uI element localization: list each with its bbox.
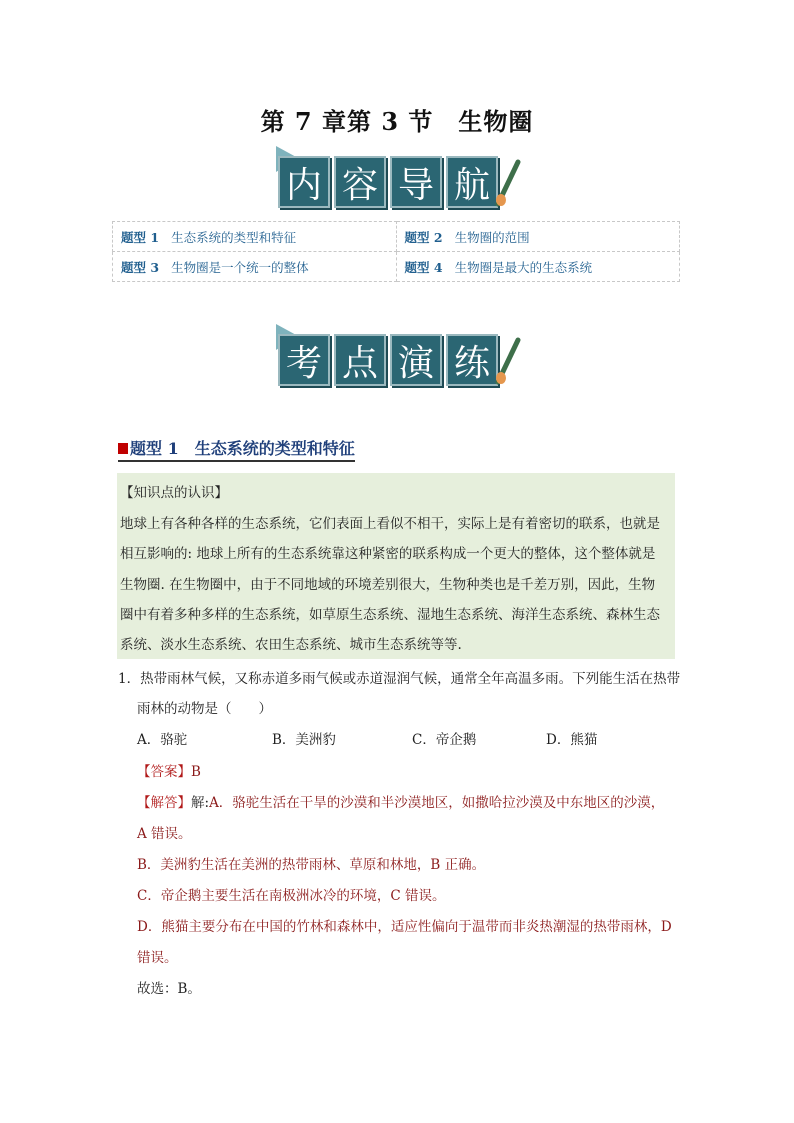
- nav-text: 生物圈的范围: [454, 229, 530, 245]
- section-title: 生态系统的类型和特征: [194, 439, 355, 458]
- answer-value: B: [191, 764, 201, 780]
- banner-char: 演: [390, 334, 442, 386]
- option-d: D．熊猫: [546, 732, 598, 748]
- answer-label: 【答案】: [137, 764, 191, 780]
- analysis-text: A 错误。: [137, 826, 192, 842]
- practice-banner: [272, 330, 522, 390]
- nav-label: 题型 1: [121, 229, 160, 245]
- brush-icon: [494, 336, 522, 386]
- nav-cell[interactable]: [396, 252, 680, 282]
- nav-cell[interactable]: [396, 222, 680, 252]
- knowledge-body: [120, 509, 673, 660]
- knowledge-line: 生物圈. 在生物圈中，由于不同地域的环境差别很大，生物种类也是千差万别，因此，生物: [120, 576, 656, 593]
- analysis-text: A．骆驼生活在干旱的沙漠和半沙漠地区，如撒哈拉沙漠及中东地区的沙漠，: [209, 795, 665, 811]
- knowledge-heading: 【知识点的认识】: [120, 485, 228, 501]
- analysis-text: D．熊猫主要分布在中国的竹林和森林中，适应性偏向于温带而非炎热潮湿的热带雨林，D: [137, 919, 672, 935]
- question-stem-cont: 雨林的动物是（ ）: [137, 701, 272, 717]
- banner-char: 航: [446, 156, 498, 208]
- nav-cell[interactable]: [113, 252, 397, 282]
- nav-text: 生物圈是最大的生态系统: [454, 259, 593, 275]
- banner-char: 内: [278, 156, 330, 208]
- banner-char: 导: [390, 156, 442, 208]
- knowledge-line: 圈中有着多种多样的生态系统，如草原生态系统、湿地生态系统、海洋生态系统、森林生态: [120, 606, 660, 623]
- analysis-label: 【解答】: [137, 795, 191, 811]
- nav-label: 题型 3: [121, 259, 160, 275]
- banner-char: 练: [446, 334, 498, 386]
- nav-text: 生态系统的类型和特征: [171, 229, 297, 245]
- conclusion: 故选：B。: [137, 981, 201, 997]
- nav-cell[interactable]: [113, 222, 397, 252]
- answer-line: [137, 760, 201, 780]
- banner-char: 容: [334, 156, 386, 208]
- brush-icon: [494, 158, 522, 208]
- knowledge-line: 相互影响的: 地球上所有的生态系统靠这种紧密的联系构成一个更大的整体，这个整体就是: [120, 546, 656, 563]
- page-title: 第 7 章第 3 节 生物圈: [260, 107, 534, 136]
- analysis-text: 错误。: [137, 950, 178, 966]
- banner-char: 考: [278, 334, 330, 386]
- content-nav-banner: [272, 152, 522, 212]
- knowledge-box: [117, 473, 675, 659]
- nav-label: 题型 2: [404, 229, 443, 245]
- question-stem: 1．热带雨林气候，又称赤道多雨气候或赤道湿润气候，通常全年高温多雨。下列能生活在热带: [118, 671, 681, 687]
- option-c: C．帝企鹅: [412, 732, 477, 748]
- content-nav-table: [112, 221, 680, 282]
- option-b: B．美洲豹: [272, 732, 336, 748]
- analysis-line: [137, 791, 664, 811]
- section-label: 题型 1: [130, 439, 179, 458]
- knowledge-line: 地球上有各种各样的生态系统，它们表面上看似不相干，实际上是有着密切的联系，也就是: [120, 516, 660, 532]
- nav-label: 题型 4: [404, 259, 443, 275]
- nav-text: 生物圈是一个统一的整体: [171, 259, 309, 275]
- analysis-text: C．帝企鹅主要生活在南极洲冰冷的环境，C 错误。: [137, 888, 446, 904]
- analysis-prefix: 解:: [191, 795, 210, 811]
- knowledge-line: 系统、淡水生态系统、农田生态系统、城市生态系统等等.: [120, 637, 462, 654]
- banner-char: 点: [334, 334, 386, 386]
- analysis-text: B．美洲豹生活在美洲的热带雨林、草原和林地，B 正确。: [137, 857, 486, 873]
- square-bullet-icon: [118, 443, 128, 454]
- section-heading: [118, 436, 355, 462]
- option-a: A．骆驼: [137, 732, 188, 748]
